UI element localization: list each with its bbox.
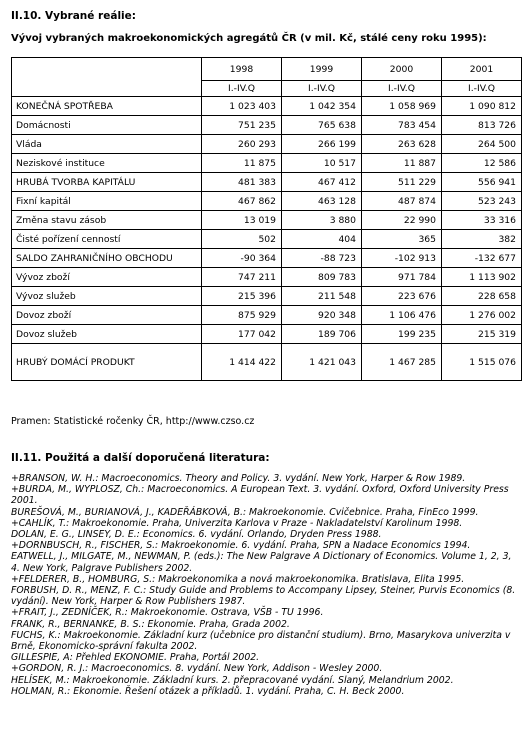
row-label: Fixní kapitál xyxy=(12,192,202,211)
literature-item: GILLESPIE, A: Přehled EKONOMIE. Praha, Portál 2002. xyxy=(11,652,260,664)
table-row xyxy=(12,173,522,192)
value-cell: -132 677 xyxy=(442,249,522,268)
value-cell: 1 467 285 xyxy=(362,344,442,381)
table-row xyxy=(12,192,522,211)
header-row-period xyxy=(12,81,522,97)
table-row xyxy=(12,268,522,287)
table-row xyxy=(12,325,522,344)
source-note: Pramen: Statistické ročenky ČR, http://www.czso.cz xyxy=(11,416,255,427)
literature-item: +GORDON, R. J.: Macroeconomics. 8. vydání. New York, Addison - Wesley 2000. xyxy=(11,663,383,675)
value-cell: 1 106 476 xyxy=(362,306,442,325)
value-cell: 467 412 xyxy=(282,173,362,192)
period-header: I.-IV.Q xyxy=(362,81,442,97)
literature-item: FORBUSH, D. R., MENZ, F. C.: Study Guide and Problems to Accompany Lipsey, Steiner, Purvis Economics (8. vydání). New York, Harper & Row Publishers 1987. xyxy=(11,585,516,608)
literature-item: BUREŠOVÁ, M., BURIANOVÁ, J., KADEŘÁBKOVÁ, B.: Makroekonomie. Cvičebnice. Praha, FinEco 1999. xyxy=(11,506,479,518)
table-row xyxy=(12,344,522,381)
row-label: Vývoz zboží xyxy=(12,268,202,287)
value-cell: 765 638 xyxy=(282,116,362,135)
literature-item: +FELDERER, B., HOMBURG, S.: Makroekonomika a nová makroekonomika. Bratislava, Elita 1995. xyxy=(11,573,465,585)
value-cell: 13 019 xyxy=(202,211,282,230)
header-row-years xyxy=(12,58,522,81)
value-cell: 266 199 xyxy=(282,135,362,154)
value-cell: -102 913 xyxy=(362,249,442,268)
literature-list xyxy=(11,473,521,697)
macro-aggregates-table xyxy=(11,57,522,381)
value-cell: 809 783 xyxy=(282,268,362,287)
value-cell: -90 364 xyxy=(202,249,282,268)
table-row xyxy=(12,230,522,249)
literature-item: HELÍSEK, M.: Makroekonomie. Základní kurs. 2. přepracované vydání. Slaný, Melandrium 2002. xyxy=(11,674,454,686)
value-cell: 502 xyxy=(202,230,282,249)
value-cell: 10 517 xyxy=(282,154,362,173)
value-cell: 365 xyxy=(362,230,442,249)
value-cell: 260 293 xyxy=(202,135,282,154)
value-cell: 523 243 xyxy=(442,192,522,211)
table-row xyxy=(12,154,522,173)
table-row xyxy=(12,135,522,154)
value-cell: 199 235 xyxy=(362,325,442,344)
table-row xyxy=(12,249,522,268)
value-cell: 1 023 403 xyxy=(202,97,282,116)
period-header: I.-IV.Q xyxy=(442,81,522,97)
period-header: I.-IV.Q xyxy=(202,81,282,97)
value-cell: 813 726 xyxy=(442,116,522,135)
row-label: Dovoz zboží xyxy=(12,306,202,325)
year-header: 2001 xyxy=(442,58,522,81)
year-header: 1998 xyxy=(202,58,282,81)
value-cell: 481 383 xyxy=(202,173,282,192)
literature-item: HOLMAN, R.: Ekonomie. Řešení otázek a příkladů. 1. vydání. Praha, C. H. Beck 2000. xyxy=(11,685,405,697)
row-label: Čisté pořízení cenností xyxy=(12,230,202,249)
row-label: Domácnosti xyxy=(12,116,202,135)
value-cell: 1 058 969 xyxy=(362,97,442,116)
header-corner-cell xyxy=(12,58,202,81)
value-cell: 1 515 076 xyxy=(442,344,522,381)
value-cell: 12 586 xyxy=(442,154,522,173)
value-cell: 487 874 xyxy=(362,192,442,211)
table-row xyxy=(12,211,522,230)
value-cell: 215 396 xyxy=(202,287,282,306)
table-row xyxy=(12,287,522,306)
row-label: Vývoz služeb xyxy=(12,287,202,306)
value-cell: 263 628 xyxy=(362,135,442,154)
value-cell: 1 113 902 xyxy=(442,268,522,287)
section-title-realie: II.10. Vybrané reálie: xyxy=(11,10,136,22)
value-cell: 264 500 xyxy=(442,135,522,154)
value-cell: 467 862 xyxy=(202,192,282,211)
row-label: Vláda xyxy=(12,135,202,154)
value-cell: 511 229 xyxy=(362,173,442,192)
header-corner-cell xyxy=(12,81,202,97)
row-label: SALDO ZAHRANIČNÍHO OBCHODU xyxy=(12,249,202,268)
value-cell: 1 042 354 xyxy=(282,97,362,116)
value-cell: 556 941 xyxy=(442,173,522,192)
value-cell: 1 090 812 xyxy=(442,97,522,116)
literature-item: +FRAIT, J., ZEDNÍČEK, R.: Makroekonomie. Ostrava, VŠB - TU 1996. xyxy=(11,607,324,619)
value-cell: 1 414 422 xyxy=(202,344,282,381)
value-cell: 223 676 xyxy=(362,287,442,306)
literature-item: EATWELL, J., MILGATE, M., NEWMAN, P. (eds.): The New Palgrave A Dictionary of Economics. Volume 1, 2, 3, 4. New York, Palgrave Publishers 2002. xyxy=(11,551,512,574)
value-cell: 747 211 xyxy=(202,268,282,287)
year-header: 2000 xyxy=(362,58,442,81)
table-row xyxy=(12,97,522,116)
value-cell: 11 875 xyxy=(202,154,282,173)
literature-item: +BRANSON, W. H.: Macroeconomics. Theory and Policy. 3. vydání. New York, Harper & Row 1989. xyxy=(11,473,466,484)
value-cell: 463 128 xyxy=(282,192,362,211)
row-label: Neziskové instituce xyxy=(12,154,202,173)
value-cell: -88 723 xyxy=(282,249,362,268)
value-cell: 11 887 xyxy=(362,154,442,173)
value-cell: 22 990 xyxy=(362,211,442,230)
value-cell: 215 319 xyxy=(442,325,522,344)
literature-item: FUCHS, K.: Makroekonomie. Základní kurz (učebnice pro distanční studium). Brno, Masarykova univerzita v Brně, Ekonomicko-správní fakulta 2002. xyxy=(11,629,511,653)
value-cell: 189 706 xyxy=(282,325,362,344)
value-cell: 3 880 xyxy=(282,211,362,230)
value-cell: 177 042 xyxy=(202,325,282,344)
literature-item: +BURDA, M., WYPLOSZ, Ch.: Macroeconomics. A European Text. 3. vydání. Oxford, Oxford University Press 2001. xyxy=(11,484,509,507)
table-row xyxy=(12,306,522,325)
value-cell: 404 xyxy=(282,230,362,249)
value-cell: 382 xyxy=(442,230,522,249)
value-cell: 1 421 043 xyxy=(282,344,362,381)
literature-item: FRANK, R., BERNANKE, B. S.: Ekonomie. Praha, Grada 2002. xyxy=(11,618,290,630)
literature-item: +DORNBUSCH, R., FISCHER, S.: Makroekonomie. 6. vydání. Praha, SPN a Nadace Economics 1994. xyxy=(11,540,471,552)
period-header: I.-IV.Q xyxy=(282,81,362,97)
value-cell: 211 548 xyxy=(282,287,362,306)
value-cell: 971 784 xyxy=(362,268,442,287)
row-label: HRUBÁ TVORBA KAPITÁLU xyxy=(12,173,202,192)
row-label: Dovoz služeb xyxy=(12,325,202,344)
value-cell: 783 454 xyxy=(362,116,442,135)
value-cell: 875 929 xyxy=(202,306,282,325)
row-label: Změna stavu zásob xyxy=(12,211,202,230)
value-cell: 228 658 xyxy=(442,287,522,306)
year-header: 1999 xyxy=(282,58,362,81)
value-cell: 920 348 xyxy=(282,306,362,325)
value-cell: 1 276 002 xyxy=(442,306,522,325)
literature-item: +CAHLÍK, T.: Makroekonomie. Praha, Univerzita Karlova v Praze - Nakladatelství Karolinum 1998. xyxy=(11,517,463,529)
table-caption: Vývoj vybraných makroekonomických agregátů ČR (v mil. Kč, stálé ceny roku 1995): xyxy=(11,33,487,44)
value-cell: 33 316 xyxy=(442,211,522,230)
literature-item: DOLAN, E. G., LINSEY, D. E.: Economics. 6. vydání. Orlando, Dryden Press 1988. xyxy=(11,529,382,541)
row-label: HRUBÝ DOMÁCÍ PRODUKT xyxy=(12,344,202,381)
section-title-literature: II.11. Použitá a další doporučená literatura: xyxy=(11,452,270,464)
table-row xyxy=(12,116,522,135)
value-cell: 751 235 xyxy=(202,116,282,135)
row-label: KONEČNÁ SPOTŘEBA xyxy=(12,97,202,116)
